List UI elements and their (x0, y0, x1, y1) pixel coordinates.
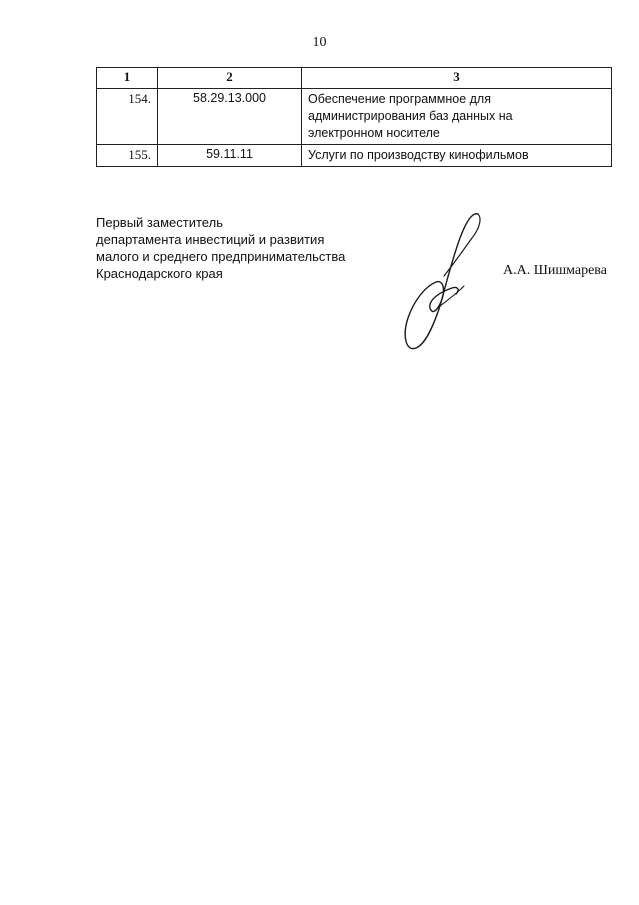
signer-title-line: департамента инвестиций и развития (96, 232, 325, 247)
description-line: Обеспечение программное для (308, 92, 491, 106)
signer-name: А.А. Шишмарева (503, 263, 607, 278)
okpd-code: 58.29.13.000 (158, 89, 302, 145)
signer-title-line: Первый заместитель (96, 215, 223, 230)
description-line: электронном носителе (308, 126, 440, 140)
header-col-3: 3 (302, 68, 612, 89)
header-col-2: 2 (158, 68, 302, 89)
okpd-code: 59.11.11 (158, 145, 302, 167)
row-number: 154. (97, 89, 158, 145)
item-description (302, 145, 612, 167)
table-header-row (97, 68, 612, 89)
description-line: администрирования баз данных на (308, 109, 513, 123)
description-line: Услуги по производству кинофильмов (308, 148, 529, 162)
page-number: 10 (312, 35, 327, 50)
item-description (302, 89, 612, 145)
signer-title-line: малого и среднего предпринимательства (96, 249, 346, 264)
signer-title-line: Краснодарского края (96, 266, 223, 281)
table-row (97, 89, 612, 145)
signer-title (96, 214, 396, 282)
handwritten-signature (396, 208, 486, 368)
header-col-1: 1 (97, 68, 158, 89)
table-row (97, 145, 612, 167)
row-number: 155. (97, 145, 158, 167)
items-table (96, 67, 612, 167)
